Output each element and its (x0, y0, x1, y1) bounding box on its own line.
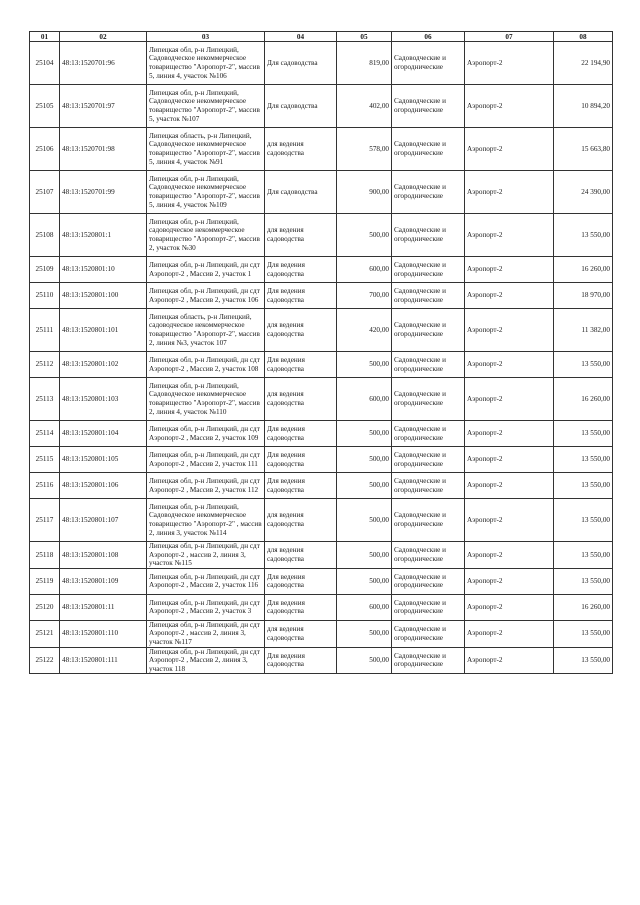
cadastral-number: 48:13:1520801:104 (60, 421, 147, 447)
table-row (30, 42, 613, 85)
area: 500,00 (337, 542, 392, 569)
cadastral-value: 13 550,00 (554, 421, 613, 447)
table-row (30, 309, 613, 352)
col-header: 02 (60, 32, 147, 42)
location: Аэропорт-2 (465, 620, 554, 647)
address: Липецкая обл, р-н Липецкий, дн сдт Аэропорт-2 , Массив 2, участок 106 (147, 283, 265, 309)
cadastral-number: 48:13:1520701:99 (60, 171, 147, 214)
land-use: Для садоводства (265, 42, 337, 85)
cadastral-value: 16 260,00 (554, 378, 613, 421)
row-number: 25117 (30, 499, 60, 542)
cadastral-number: 48:13:1520801:106 (60, 473, 147, 499)
cadastral-number: 48:13:1520801:108 (60, 542, 147, 569)
col-header: 06 (392, 32, 465, 42)
category: Садоводческие и огороднические (392, 214, 465, 257)
area: 900,00 (337, 171, 392, 214)
cadastral-number: 48:13:1520801:110 (60, 620, 147, 647)
area: 819,00 (337, 42, 392, 85)
category: Садоводческие и огороднические (392, 309, 465, 352)
category: Садоводческие и огороднические (392, 568, 465, 594)
col-header: 01 (30, 32, 60, 42)
area: 402,00 (337, 85, 392, 128)
location: Аэропорт-2 (465, 542, 554, 569)
area: 500,00 (337, 447, 392, 473)
area: 600,00 (337, 594, 392, 620)
land-use: Для садоводства (265, 85, 337, 128)
row-number: 25110 (30, 283, 60, 309)
col-header: 07 (465, 32, 554, 42)
table-row (30, 499, 613, 542)
row-number: 25120 (30, 594, 60, 620)
row-number: 25121 (30, 620, 60, 647)
area: 500,00 (337, 647, 392, 674)
table-row (30, 128, 613, 171)
table-row (30, 378, 613, 421)
row-number: 25106 (30, 128, 60, 171)
address: Липецкая обл, р-н Липецкий, садоводческое некоммерческое товарищество "Аэропорт-2", массив 2, участок №30 (147, 214, 265, 257)
table-row (30, 568, 613, 594)
address: Липецкая обл, р-н Липецкий, дн сдт Аэропорт-2 , Массив 2, участок 108 (147, 352, 265, 378)
location: Аэропорт-2 (465, 171, 554, 214)
area: 600,00 (337, 257, 392, 283)
cadastral-value: 22 194,90 (554, 42, 613, 85)
location: Аэропорт-2 (465, 283, 554, 309)
location: Аэропорт-2 (465, 647, 554, 674)
table-row (30, 447, 613, 473)
area: 500,00 (337, 214, 392, 257)
cadastral-number: 48:13:1520801:100 (60, 283, 147, 309)
table-row (30, 214, 613, 257)
address: Липецкая обл, р-н Липецкий, Садоводческое некоммерческое товарищество "Аэропорт-2", массив 5, участок №107 (147, 85, 265, 128)
cadastral-value: 13 550,00 (554, 568, 613, 594)
cadastral-number: 48:13:1520801:101 (60, 309, 147, 352)
address: Липецкая обл, р-н Липецкий, дн сдт Аэропорт-2 , Массив 2, участок 111 (147, 447, 265, 473)
area: 578,00 (337, 128, 392, 171)
address: Липецкая обл, р-н Липецкий, дн сдт Аэропорт-2 , Массив 2, участок 112 (147, 473, 265, 499)
cadastral-number: 48:13:1520701:98 (60, 128, 147, 171)
land-use: Для ведения садоводства (265, 568, 337, 594)
cadastral-value: 13 550,00 (554, 352, 613, 378)
row-number: 25104 (30, 42, 60, 85)
cadastral-number: 48:13:1520801:105 (60, 447, 147, 473)
category: Садоводческие и огороднические (392, 647, 465, 674)
address: Липецкая обл, р-н Липецкий, Садоводческое некоммерческое товарищество "Аэропорт-2", массив 5, линия 4, участок №109 (147, 171, 265, 214)
area: 500,00 (337, 352, 392, 378)
location: Аэропорт-2 (465, 128, 554, 171)
location: Аэропорт-2 (465, 42, 554, 85)
row-number: 25107 (30, 171, 60, 214)
location: Аэропорт-2 (465, 257, 554, 283)
land-use: для ведения садоводства (265, 499, 337, 542)
table-row (30, 283, 613, 309)
address: Липецкая обл, р-н Липецкий, Садоводческое некоммерческое товарищество "Аэропорт-2" , массив 2, линия 3, участок №114 (147, 499, 265, 542)
location: Аэропорт-2 (465, 421, 554, 447)
col-header: 03 (147, 32, 265, 42)
cadastral-number: 48:13:1520801:1 (60, 214, 147, 257)
location: Аэропорт-2 (465, 214, 554, 257)
cadastral-number: 48:13:1520701:97 (60, 85, 147, 128)
row-number: 25109 (30, 257, 60, 283)
land-use: для ведения садоводства (265, 620, 337, 647)
category: Садоводческие и огороднические (392, 421, 465, 447)
category: Садоводческие и огороднические (392, 473, 465, 499)
cadastral-value: 18 970,00 (554, 283, 613, 309)
area: 500,00 (337, 421, 392, 447)
location: Аэропорт-2 (465, 309, 554, 352)
cadastral-value: 15 663,80 (554, 128, 613, 171)
land-use: Для ведения садоводства (265, 283, 337, 309)
area: 500,00 (337, 499, 392, 542)
cadastral-number: 48:13:1520801:10 (60, 257, 147, 283)
cadastral-value: 16 260,00 (554, 594, 613, 620)
category: Садоводческие и огороднические (392, 620, 465, 647)
land-use: для ведения садоводства (265, 214, 337, 257)
category: Садоводческие и огороднические (392, 171, 465, 214)
table-row (30, 352, 613, 378)
land-use: для ведения садоводства (265, 542, 337, 569)
cadastral-value: 13 550,00 (554, 499, 613, 542)
cadastral-value: 24 390,00 (554, 171, 613, 214)
land-use: Для ведения садоводства (265, 447, 337, 473)
address: Липецкая обл, р-н Липецкий, Садоводческое некоммерческое товарищество "Аэропорт-2", массив 5, линия 4, участок №106 (147, 42, 265, 85)
cadastral-value: 13 550,00 (554, 447, 613, 473)
category: Садоводческие и огороднические (392, 499, 465, 542)
cadastral-value: 13 550,00 (554, 542, 613, 569)
row-number: 25108 (30, 214, 60, 257)
address: Липецкая обл, р-н Липецкий, дн сдт Аэропорт-2 , Массив 2, линия 3, участок 118 (147, 647, 265, 674)
land-use: Для ведения садоводства (265, 647, 337, 674)
row-number: 25122 (30, 647, 60, 674)
table-row (30, 85, 613, 128)
address: Липецкая обл, р-н Липецкий, дн сдт Аэропорт-2 , массив 2, линия 3, участок №115 (147, 542, 265, 569)
table-row (30, 473, 613, 499)
area: 500,00 (337, 473, 392, 499)
location: Аэропорт-2 (465, 378, 554, 421)
land-use: Для ведения садоводства (265, 421, 337, 447)
area: 500,00 (337, 568, 392, 594)
address: Липецкая обл, р-н Липецкий, дн сдт Аэропорт-2 , массив 2, линия 3, участок №117 (147, 620, 265, 647)
row-number: 25118 (30, 542, 60, 569)
address: Липецкая область, р-н Липецкий, Садоводческое некоммерческое товарищество "Аэропорт-2", массив 5, линия 4, участок №91 (147, 128, 265, 171)
address: Липецкая обл, р-н Липецкий, дн сдт Аэропорт-2 , Массив 2, участок 3 (147, 594, 265, 620)
address: Липецкая обл, р-н Липецкий, дн сдт Аэропорт-2 , Массив 2, участок 1 (147, 257, 265, 283)
land-use: для ведения садоводства (265, 128, 337, 171)
table-row (30, 594, 613, 620)
cadastral-value: 13 550,00 (554, 620, 613, 647)
address: Липецкая обл, р-н Липецкий, Садоводческое некоммерческое товарищество "Аэропорт-2", массив 2, линия 4, участок №110 (147, 378, 265, 421)
col-header: 04 (265, 32, 337, 42)
address: Липецкая обл, р-н Липецкий, дн сдт Аэропорт-2 , Массив 2, участок 109 (147, 421, 265, 447)
table-row (30, 257, 613, 283)
area: 500,00 (337, 620, 392, 647)
category: Садоводческие и огороднические (392, 542, 465, 569)
location: Аэропорт-2 (465, 352, 554, 378)
category: Садоводческие и огороднические (392, 447, 465, 473)
category: Садоводческие и огороднические (392, 352, 465, 378)
cadastral-number: 48:13:1520801:107 (60, 499, 147, 542)
land-use: для ведения садоводства (265, 378, 337, 421)
land-use: Для ведения садоводства (265, 473, 337, 499)
cadastral-number: 48:13:1520801:111 (60, 647, 147, 674)
cadastral-number: 48:13:1520801:11 (60, 594, 147, 620)
col-header: 05 (337, 32, 392, 42)
col-header: 08 (554, 32, 613, 42)
row-number: 25105 (30, 85, 60, 128)
row-number: 25111 (30, 309, 60, 352)
cadastral-number: 48:13:1520801:102 (60, 352, 147, 378)
cadastral-value: 11 382,00 (554, 309, 613, 352)
row-number: 25119 (30, 568, 60, 594)
area: 700,00 (337, 283, 392, 309)
category: Садоводческие и огороднические (392, 42, 465, 85)
table-row (30, 421, 613, 447)
area: 420,00 (337, 309, 392, 352)
cadastral-number: 48:13:1520801:103 (60, 378, 147, 421)
row-number: 25114 (30, 421, 60, 447)
category: Садоводческие и огороднические (392, 128, 465, 171)
row-number: 25116 (30, 473, 60, 499)
cadastral-number: 48:13:1520701:96 (60, 42, 147, 85)
category: Садоводческие и огороднические (392, 85, 465, 128)
table-row (30, 647, 613, 674)
cadastral-value: 13 550,00 (554, 647, 613, 674)
category: Садоводческие и огороднические (392, 283, 465, 309)
address: Липецкая обл, р-н Липецкий, дн сдт Аэропорт-2 , Массив 2, участок 116 (147, 568, 265, 594)
land-use: Для садоводства (265, 171, 337, 214)
cadastral-number: 48:13:1520801:109 (60, 568, 147, 594)
area: 600,00 (337, 378, 392, 421)
land-use: Для ведения садоводства (265, 352, 337, 378)
category: Садоводческие и огороднические (392, 257, 465, 283)
category: Садоводческие и огороднические (392, 594, 465, 620)
cadastral-value: 10 894,20 (554, 85, 613, 128)
land-use: Для ведения садоводства (265, 257, 337, 283)
category: Садоводческие и огороднические (392, 378, 465, 421)
row-number: 25113 (30, 378, 60, 421)
header-row (30, 32, 613, 42)
cadastral-value: 13 550,00 (554, 473, 613, 499)
location: Аэропорт-2 (465, 568, 554, 594)
cadastral-table (29, 31, 613, 674)
location: Аэропорт-2 (465, 85, 554, 128)
cadastral-value: 16 260,00 (554, 257, 613, 283)
row-number: 25112 (30, 352, 60, 378)
land-use: для ведения садоводства (265, 309, 337, 352)
location: Аэропорт-2 (465, 594, 554, 620)
location: Аэропорт-2 (465, 473, 554, 499)
address: Липецкая область, р-н Липецкий, садоводческое некоммерческое товарищество "Аэропорт-2", массив 2, линия №3, участок 107 (147, 309, 265, 352)
location: Аэропорт-2 (465, 499, 554, 542)
land-use: Для ведения садоводства (265, 594, 337, 620)
cadastral-value: 13 550,00 (554, 214, 613, 257)
table-row (30, 171, 613, 214)
row-number: 25115 (30, 447, 60, 473)
table-row (30, 620, 613, 647)
table-row (30, 542, 613, 569)
location: Аэропорт-2 (465, 447, 554, 473)
